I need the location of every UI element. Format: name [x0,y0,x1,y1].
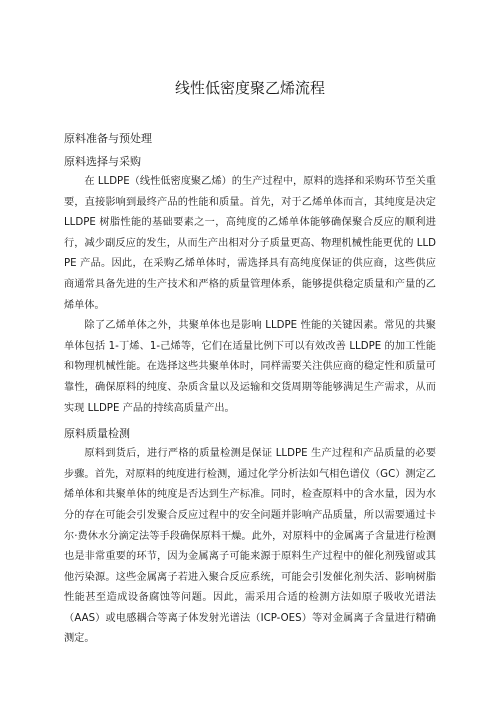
paragraph: 原料到货后，进行严格的质量检测是保证 LLDPE 生产过程和产品质量的必要步骤。首先，对原料的纯度进行检测，通过化学分析法如气相色谱仪（GC）测定乙烯单体和共聚单体的纯度是否达到生产标准。同时，检查原料中的含水量，因为水分的存在可能会引发聚合反应过程中的安全问题并影响产品质量，所以需要通过卡尔·费休水分滴定法等手段确保原料干燥。此外，对原料中的金属离子含量进行检测也是非常重要的环节，因为金属离子可能来源于原料生产过程中的催化剂残留或其他污染源。这些金属离子若进入聚合反应系统，可能会引发催化剂失活、影响树脂性能甚至造成设备腐蚀等问题。因此，需采用合适的检测方法如原子吸收光谱法（AAS）或电感耦合等离子体发射光谱法（ICP-OES）等对金属离子含量进行精确测定。 [64,448,436,645]
paragraph: 在 LLDPE（线性低密度聚乙烯）的生产过程中，原料的选择和采购环节至关重要，直接影响到最终产品的性能和质量。首先，对于乙烯单体而言，其纯度是决定 LLDPE 树脂性能的基础要素之一，高纯度的乙烯单体能够确保聚合反应的顺利进行，减少副反应的发生，从而生产出相对分子质量更高、物理机械性能更优的 LLDPE 产品。因此，在采购乙烯单体时，需选择具有高纯度保证的供应商，这些供应商通常具备先进的生产技术和严格的质量管理体系，能够提供稳定质量和产量的乙烯单体。 [64,176,436,311]
subsection-material-selection [64,155,436,419]
subsection-quality-inspection [64,427,436,650]
document-title: 线性低密度聚乙烯流程 [174,79,325,97]
paragraph: 除了乙烯单体之外，共聚单体也是影响 LLDPE 性能的关键因素。常见的共聚单体包括 1-丁烯、1-己烯等，它们在适量比例下可以有效改善 LLDPE 的加工性能和物理机械性能。在选择这些共聚单体时，同样需要关注供应商的稳定性和质量可靠性，确保原料的纯度、杂质含量以及运输和交货周期等能够满足生产需求，从而实现 LLDPE 产品的持续高质量产出。 [64,320,436,414]
section-raw-material-preparation [64,132,436,650]
subsection-heading: 原料质量检测 [64,427,130,441]
section-heading: 原料准备与预处理 [64,132,152,145]
subsection-heading: 原料选择与采购 [64,155,141,168]
